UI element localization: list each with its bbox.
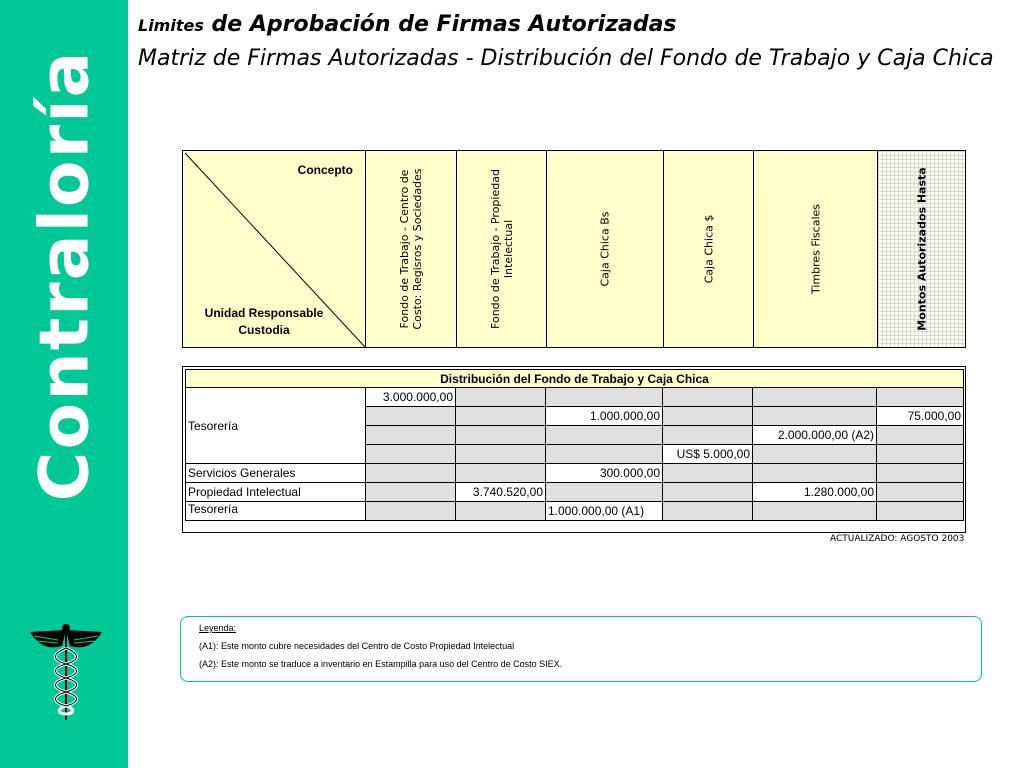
brand-text: Contraloría [25,49,105,501]
table-cell [753,464,877,483]
unit-cell-servicios-generales: Servicios Generales [186,464,366,483]
table-cell: US$ 5.000,00 [663,445,753,464]
table-cell [663,502,753,521]
table-cell [546,445,663,464]
unit-cell-tesoreria: Tesorería [186,388,366,464]
col-header-fondo-propiedad: Fondo de Trabajo - Propiedad Intelectual [456,151,546,347]
table-cell [366,407,456,426]
table-cell: 300.000,00 [546,464,663,483]
unit-cell-propiedad-intelectual: Propiedad Intelectual [186,483,366,502]
table-cell [877,483,964,502]
table-row [186,464,964,483]
table-cell [456,407,546,426]
table-cell [877,426,964,445]
table-cell [546,388,663,407]
updated-note: ACTUALIZADO: AGOSTO 2003 [830,534,965,544]
table-row [186,502,964,521]
legend-a1: (A1): Este monto cubre necesidades del Centro de Costo Propiedad Intelectual [199,641,515,651]
unidad-label-line2: Custodia [238,323,290,337]
table-cell [366,483,456,502]
table-cell [877,445,964,464]
header-corner-cell [183,151,365,347]
table-cell [663,464,753,483]
table-cell [456,445,546,464]
table-cell [366,464,456,483]
table-cell [366,502,456,521]
table-cell [753,502,877,521]
table-cell [663,388,753,407]
table-cell [877,388,964,407]
table-cell [456,502,546,521]
unidad-label-line1: Unidad Responsable [204,306,324,320]
unidad-label [201,305,327,339]
unit-cell-tesoreria-2: Tesorería [186,502,366,521]
table-cell [456,388,546,407]
col-header-montos: Montos Autorizados Hasta [877,151,965,347]
page-subtitle: Matriz de Firmas Autorizadas - Distribución del Fondo de Trabajo y Caja Chica [138,46,994,71]
table-cell [366,426,456,445]
table-cell [877,502,964,521]
col-header-caja-chica-usd: Caja Chica $ [663,151,753,347]
distribution-table-frame [182,366,966,533]
table-cell [546,426,663,445]
legend-title: Leyenda: [199,623,237,633]
table-cell: 1.280.000,00 [753,483,877,502]
col-header-caja-chica-bs: Caja Chica Bs [546,151,663,347]
col-header-timbres: Timbres Fiscales [753,151,877,347]
caduceus-icon [28,622,104,722]
table-cell [663,426,753,445]
table-cell [663,483,753,502]
table-cell [366,445,456,464]
table-row [186,388,964,407]
table-cell: 3.740.520,00 [456,483,546,502]
matrix-header [182,150,966,348]
table-cell [877,464,964,483]
table-cell [753,445,877,464]
page-title [138,12,677,37]
table-cell: 2.000.000,00 (A2) [753,426,877,445]
table-cell [753,407,877,426]
concepto-label: Concepto [297,163,353,177]
table-cell [663,407,753,426]
table-row [186,483,964,502]
table-cell [456,426,546,445]
title-prefix: Limites [138,16,204,35]
table-cell: 1.000.000,00 (A1) [546,502,663,521]
distribution-title: Distribución del Fondo de Trabajo y Caja Chica [186,370,964,388]
distribution-table [185,369,964,521]
table-cell [456,464,546,483]
sidebar [0,0,128,768]
brand-logo [22,49,108,501]
legend-box [180,616,982,682]
table-cell: 1.000.000,00 [546,407,663,426]
table-cell [546,483,663,502]
table-cell [753,388,877,407]
legend-a2: (A2): Este monto se traduce a inventario en Estampilla para uso del Centro de Costo SIEX. [199,659,563,669]
title-main: de Aprobación de Firmas Autorizadas [211,12,677,37]
table-cell: 3.000.000,00 [366,388,456,407]
col-header-fondo-centro-costo: Fondo de Trabajo - Centro de Costo: Regisros y Sociedades [365,151,456,347]
table-cell: 75.000,00 [877,407,964,426]
